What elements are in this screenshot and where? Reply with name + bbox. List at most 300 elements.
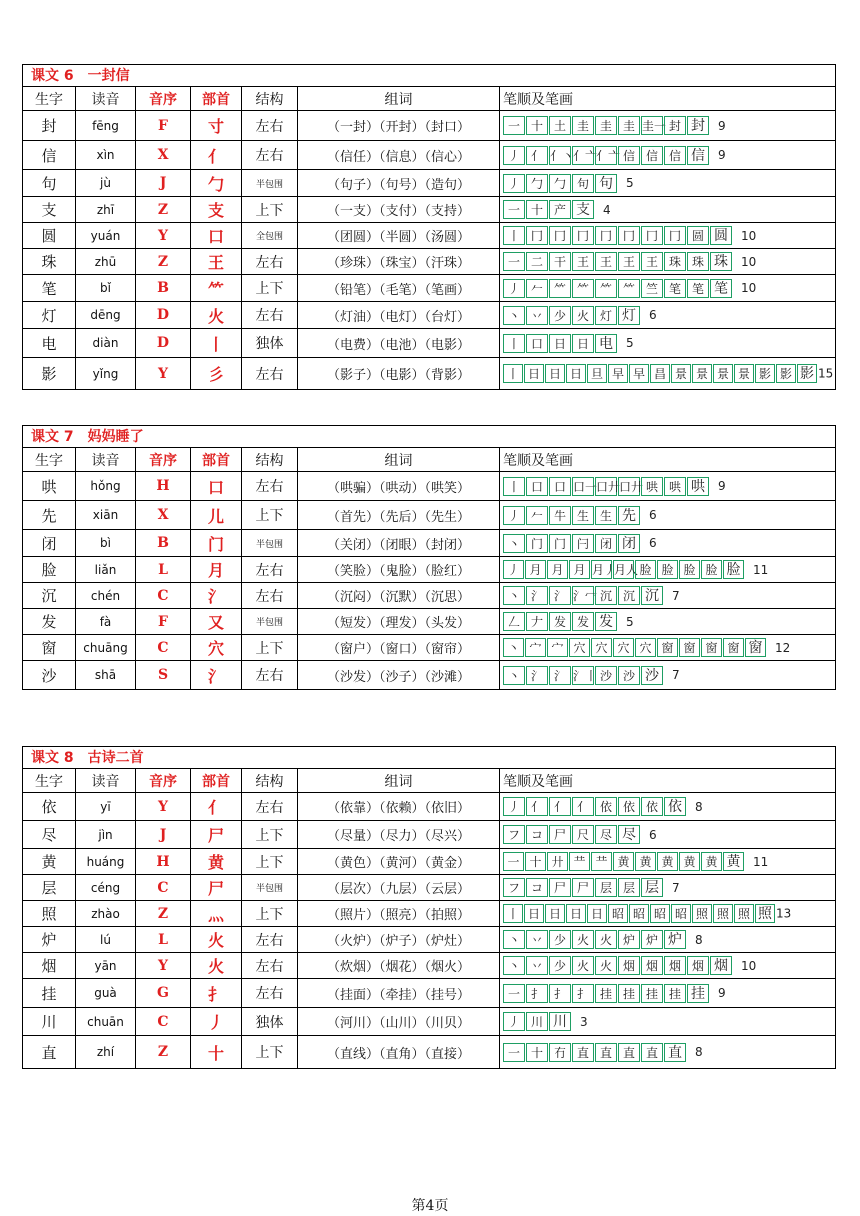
stroke-step: 哄 bbox=[641, 477, 663, 496]
order-cell: F bbox=[136, 111, 191, 141]
table-row bbox=[23, 583, 836, 609]
stroke-sequence bbox=[503, 666, 664, 685]
stroke-step: 丿 bbox=[503, 506, 525, 525]
stroke-step: 勹 bbox=[526, 174, 548, 193]
stroke-step: コ bbox=[526, 878, 548, 897]
stroke-step: 一 bbox=[503, 252, 525, 271]
stroke-count: 7 bbox=[672, 880, 680, 895]
structure-cell: 上下 bbox=[242, 197, 298, 223]
stroke-step: 十 bbox=[526, 116, 548, 135]
radical-cell: 亻 bbox=[191, 141, 242, 170]
character-table bbox=[22, 86, 836, 390]
stroke-step: 土 bbox=[549, 116, 571, 135]
stroke-step: 直 bbox=[664, 1043, 686, 1062]
order-cell: J bbox=[136, 821, 191, 849]
stroke-sequence bbox=[503, 306, 641, 325]
words-cell: （河川）（山川）（川贝） bbox=[298, 1008, 500, 1036]
stroke-sequence bbox=[503, 878, 664, 897]
stroke-count: 15 bbox=[818, 366, 834, 381]
order-cell: H bbox=[136, 849, 191, 875]
radical-cell: 口 bbox=[191, 472, 242, 501]
stroke-order-cell bbox=[500, 635, 836, 661]
stroke-step: 日 bbox=[524, 904, 544, 923]
stroke-step: 勹 bbox=[549, 174, 571, 193]
character-cell: 闭 bbox=[23, 530, 76, 557]
strokes-header: 笔顺及笔画 bbox=[500, 448, 836, 472]
stroke-step: 亻 bbox=[526, 146, 548, 165]
words-header: 组词 bbox=[298, 448, 500, 472]
stroke-step: 十 bbox=[525, 852, 546, 871]
stroke-sequence bbox=[503, 506, 641, 525]
stroke-step: 发 bbox=[595, 612, 617, 631]
table-row bbox=[23, 141, 836, 170]
stroke-order-cell bbox=[500, 141, 836, 170]
words-cell: （依靠）（依赖）（依旧） bbox=[298, 793, 500, 821]
stroke-step: 日 bbox=[545, 904, 565, 923]
stroke-step: 黄 bbox=[679, 852, 700, 871]
stroke-step: 句 bbox=[595, 174, 617, 193]
pinyin-cell: liǎn bbox=[76, 557, 136, 583]
stroke-step: 丶 bbox=[503, 586, 525, 605]
stroke-step: 电 bbox=[595, 334, 617, 353]
stroke-sequence bbox=[503, 174, 618, 193]
character-cell: 川 bbox=[23, 1008, 76, 1036]
stroke-step: 月 bbox=[525, 560, 546, 579]
stroke-step: 珠 bbox=[687, 252, 709, 271]
stroke-step: 信 bbox=[664, 146, 686, 165]
stroke-step: 冂 bbox=[549, 226, 571, 245]
stroke-count: 10 bbox=[741, 958, 757, 973]
stroke-step: 生 bbox=[572, 506, 594, 525]
stroke-step: 黄 bbox=[657, 852, 678, 871]
radical-cell: 丿 bbox=[191, 1008, 242, 1036]
stroke-step: 龷 bbox=[569, 852, 590, 871]
character-cell: 尽 bbox=[23, 821, 76, 849]
stroke-order-cell bbox=[500, 170, 836, 197]
table-row bbox=[23, 501, 836, 530]
radical-cell: 王 bbox=[191, 249, 242, 275]
stroke-step: 圭一 bbox=[641, 116, 663, 135]
stroke-count: 10 bbox=[741, 228, 757, 243]
order-cell: S bbox=[136, 661, 191, 690]
stroke-step: 穴 bbox=[591, 638, 612, 657]
stroke-step: 月 bbox=[547, 560, 568, 579]
stroke-sequence bbox=[503, 904, 776, 923]
order-cell: Y bbox=[136, 223, 191, 249]
stroke-step: 亻亠 bbox=[572, 146, 594, 165]
stroke-sequence bbox=[503, 956, 733, 975]
pinyin-cell: diàn bbox=[76, 329, 136, 358]
section-title: 课文 8 古诗二首 bbox=[22, 746, 836, 768]
stroke-step: 日 bbox=[566, 364, 586, 383]
stroke-step: 窗 bbox=[701, 638, 722, 657]
stroke-step: 丨 bbox=[503, 364, 523, 383]
radical-cell: 门 bbox=[191, 530, 242, 557]
pinyin-cell: guà bbox=[76, 979, 136, 1008]
order-cell: H bbox=[136, 472, 191, 501]
structure-cell: 左右 bbox=[242, 661, 298, 690]
words-cell: （层次）（九层）（云层） bbox=[298, 875, 500, 901]
stroke-step: 一 bbox=[503, 1043, 525, 1062]
words-cell: （窗户）（窗口）（窗帘） bbox=[298, 635, 500, 661]
table-row bbox=[23, 953, 836, 979]
stroke-order-cell bbox=[500, 197, 836, 223]
order-cell: L bbox=[136, 557, 191, 583]
stroke-step: 穴 bbox=[635, 638, 656, 657]
character-cell: 照 bbox=[23, 901, 76, 927]
stroke-step: ⺮ bbox=[618, 279, 640, 298]
stroke-step: 尺 bbox=[572, 825, 594, 844]
stroke-order-cell bbox=[500, 302, 836, 329]
stroke-step: 王 bbox=[641, 252, 663, 271]
stroke-step: 𠃋 bbox=[503, 612, 525, 631]
stroke-step: 挂 bbox=[641, 984, 663, 1003]
stroke-step: 火 bbox=[572, 306, 594, 325]
stroke-step: 冂 bbox=[572, 226, 594, 245]
character-cell: 炉 bbox=[23, 927, 76, 953]
stroke-sequence bbox=[503, 930, 687, 949]
stroke-order-cell bbox=[500, 927, 836, 953]
stroke-sequence bbox=[503, 825, 641, 844]
stroke-step: 尽 bbox=[595, 825, 617, 844]
stroke-sequence bbox=[503, 279, 733, 298]
structure-cell: 半包围 bbox=[242, 530, 298, 557]
words-cell: （首先）（先后）（先生） bbox=[298, 501, 500, 530]
pinyin-cell: hǒng bbox=[76, 472, 136, 501]
stroke-count: 3 bbox=[580, 1014, 588, 1029]
stroke-step: 信 bbox=[687, 146, 709, 165]
stroke-step: 龷 bbox=[591, 852, 612, 871]
structure-cell: 左右 bbox=[242, 249, 298, 275]
words-cell: （团圆）（半圆）（汤圆） bbox=[298, 223, 500, 249]
stroke-step: 二 bbox=[526, 252, 548, 271]
order-cell: Y bbox=[136, 358, 191, 390]
character-cell: 窗 bbox=[23, 635, 76, 661]
stroke-step: 灯 bbox=[618, 306, 640, 325]
table-row bbox=[23, 979, 836, 1008]
words-cell: （沉闷）（沉默）（沉思） bbox=[298, 583, 500, 609]
stroke-step: 亻亠 bbox=[595, 146, 617, 165]
stroke-step: 先 bbox=[618, 506, 640, 525]
words-cell: （火炉）（炉子）（炉灶） bbox=[298, 927, 500, 953]
radical-cell: 扌 bbox=[191, 979, 242, 1008]
radical-cell: 氵 bbox=[191, 583, 242, 609]
radical-cell: 儿 bbox=[191, 501, 242, 530]
stroke-step: 火 bbox=[572, 956, 594, 975]
character-cell: 直 bbox=[23, 1036, 76, 1069]
stroke-step: 丶 bbox=[503, 534, 525, 553]
table-row bbox=[23, 901, 836, 927]
stroke-order-cell bbox=[500, 530, 836, 557]
stroke-step: 王 bbox=[595, 252, 617, 271]
stroke-step: 丶 bbox=[503, 638, 524, 657]
table-row bbox=[23, 472, 836, 501]
stroke-step: 丿 bbox=[503, 279, 525, 298]
stroke-step: 丨 bbox=[503, 477, 525, 496]
stroke-step: 旦 bbox=[587, 364, 607, 383]
structure-cell: 上下 bbox=[242, 275, 298, 302]
table-row bbox=[23, 849, 836, 875]
pinyin-cell: bì bbox=[76, 530, 136, 557]
stroke-count: 8 bbox=[695, 932, 703, 947]
stroke-order-cell bbox=[500, 849, 836, 875]
stroke-sequence bbox=[503, 116, 710, 135]
stroke-sequence bbox=[503, 477, 710, 496]
stroke-step: 景 bbox=[671, 364, 691, 383]
stroke-step: 丨 bbox=[503, 226, 525, 245]
words-cell: （黄色）（黄河）（黄金） bbox=[298, 849, 500, 875]
stroke-step: 影 bbox=[776, 364, 796, 383]
stroke-count: 8 bbox=[695, 799, 703, 814]
stroke-step: 火 bbox=[595, 956, 617, 975]
stroke-count: 6 bbox=[649, 508, 657, 522]
pinyin-cell: yǐng bbox=[76, 358, 136, 390]
stroke-count: 7 bbox=[672, 668, 680, 682]
stroke-order-cell bbox=[500, 979, 836, 1008]
stroke-step: 笔 bbox=[687, 279, 709, 298]
pinyin-cell: zhí bbox=[76, 1036, 136, 1069]
stroke-step: ⺮ bbox=[595, 279, 617, 298]
order-cell: C bbox=[136, 635, 191, 661]
stroke-step: 直 bbox=[641, 1043, 663, 1062]
structure-header: 结构 bbox=[242, 87, 298, 111]
stroke-step: 句 bbox=[572, 174, 594, 193]
pinyin-cell: shā bbox=[76, 661, 136, 690]
stroke-step: 亻丶 bbox=[549, 146, 571, 165]
stroke-step: 脸 bbox=[657, 560, 678, 579]
stroke-step: 封 bbox=[687, 116, 709, 135]
stroke-step: 门 bbox=[526, 534, 548, 553]
stroke-step: 照 bbox=[713, 904, 733, 923]
stroke-step: 宀 bbox=[525, 638, 546, 657]
stroke-step: 发 bbox=[549, 612, 571, 631]
words-cell: （短发）（理发）（头发） bbox=[298, 609, 500, 635]
stroke-step: 笔 bbox=[664, 279, 686, 298]
table-row bbox=[23, 793, 836, 821]
stroke-step: 昭 bbox=[650, 904, 670, 923]
order-cell: X bbox=[136, 501, 191, 530]
order-cell: D bbox=[136, 302, 191, 329]
character-cell: 挂 bbox=[23, 979, 76, 1008]
stroke-order-cell bbox=[500, 661, 836, 690]
table-row bbox=[23, 661, 836, 690]
stroke-step: 亻 bbox=[572, 797, 594, 816]
structure-cell: 左右 bbox=[242, 472, 298, 501]
header-row bbox=[23, 448, 836, 472]
stroke-step: 宀 bbox=[547, 638, 568, 657]
stroke-sequence bbox=[503, 364, 818, 383]
stroke-step: 口 bbox=[526, 334, 548, 353]
order-header: 音序 bbox=[136, 448, 191, 472]
words-cell: （笑脸）（鬼脸）（脸红） bbox=[298, 557, 500, 583]
stroke-count: 6 bbox=[649, 536, 657, 550]
stroke-step: 圭 bbox=[618, 116, 640, 135]
order-cell: Z bbox=[136, 1036, 191, 1069]
words-cell: （句子）（句号）（造句） bbox=[298, 170, 500, 197]
radical-cell: 彡 bbox=[191, 358, 242, 390]
section-title: 课文 6 一封信 bbox=[22, 64, 836, 86]
structure-cell: 半包围 bbox=[242, 609, 298, 635]
radical-header: 部首 bbox=[191, 769, 242, 793]
stroke-sequence bbox=[503, 852, 745, 871]
radical-cell: 月 bbox=[191, 557, 242, 583]
stroke-step: 十 bbox=[526, 200, 548, 219]
table-row bbox=[23, 170, 836, 197]
stroke-count: 5 bbox=[626, 336, 634, 350]
stroke-order-cell bbox=[500, 609, 836, 635]
character-cell: 句 bbox=[23, 170, 76, 197]
words-cell: （照片）（照亮）（拍照） bbox=[298, 901, 500, 927]
character-cell: 脸 bbox=[23, 557, 76, 583]
stroke-order-cell bbox=[500, 901, 836, 927]
table-row bbox=[23, 557, 836, 583]
radical-cell: 丨 bbox=[191, 329, 242, 358]
pinyin-cell: chuāng bbox=[76, 635, 136, 661]
stroke-step: 扌 bbox=[526, 984, 548, 1003]
character-cell: 沙 bbox=[23, 661, 76, 690]
stroke-step: 照 bbox=[734, 904, 754, 923]
stroke-count: 9 bbox=[718, 148, 726, 162]
stroke-order-cell bbox=[500, 1036, 836, 1069]
stroke-step: 直 bbox=[572, 1043, 594, 1062]
stroke-step: 沉 bbox=[618, 586, 640, 605]
stroke-step: 直 bbox=[595, 1043, 617, 1062]
order-cell: X bbox=[136, 141, 191, 170]
order-cell: F bbox=[136, 609, 191, 635]
stroke-step: 口廾 bbox=[618, 477, 640, 496]
stroke-step: 脸 bbox=[635, 560, 656, 579]
table-row bbox=[23, 609, 836, 635]
stroke-step: 挂 bbox=[664, 984, 686, 1003]
stroke-order-cell bbox=[500, 501, 836, 530]
structure-header: 结构 bbox=[242, 448, 298, 472]
stroke-count: 13 bbox=[776, 906, 792, 921]
structure-cell: 左右 bbox=[242, 979, 298, 1008]
stroke-step: 烟 bbox=[710, 956, 732, 975]
stroke-step: 尸 bbox=[549, 878, 571, 897]
stroke-order-cell bbox=[500, 223, 836, 249]
order-cell: D bbox=[136, 329, 191, 358]
stroke-step: 景 bbox=[692, 364, 712, 383]
stroke-step: 丿 bbox=[503, 797, 525, 816]
stroke-step: 少 bbox=[549, 956, 571, 975]
stroke-step: 川 bbox=[549, 1012, 571, 1031]
table-row bbox=[23, 111, 836, 141]
stroke-step: 依 bbox=[595, 797, 617, 816]
table-row bbox=[23, 927, 836, 953]
character-cell: 圆 bbox=[23, 223, 76, 249]
stroke-step: 哄 bbox=[664, 477, 686, 496]
words-cell: （哄骗）（哄动）（哄笑） bbox=[298, 472, 500, 501]
stroke-step: 廾 bbox=[547, 852, 568, 871]
stroke-order-cell bbox=[500, 329, 836, 358]
pinyin-cell: céng bbox=[76, 875, 136, 901]
words-cell: （炊烟）（烟花）（烟火） bbox=[298, 953, 500, 979]
stroke-step: 亻 bbox=[549, 797, 571, 816]
stroke-step: 直 bbox=[618, 1043, 640, 1062]
stroke-step: 川 bbox=[526, 1012, 548, 1031]
stroke-step: 景 bbox=[713, 364, 733, 383]
stroke-step: 支 bbox=[572, 200, 594, 219]
stroke-step: 早 bbox=[629, 364, 649, 383]
section-title: 课文 7 妈妈睡了 bbox=[22, 425, 836, 447]
words-cell: （珍珠）（珠宝）（汗珠） bbox=[298, 249, 500, 275]
stroke-step: 发 bbox=[572, 612, 594, 631]
stroke-step: 沉 bbox=[641, 586, 663, 605]
structure-cell: 左右 bbox=[242, 111, 298, 141]
stroke-count: 4 bbox=[603, 202, 611, 217]
table-row bbox=[23, 358, 836, 390]
stroke-step: 窗 bbox=[657, 638, 678, 657]
stroke-step: 丶 bbox=[503, 930, 525, 949]
stroke-step: フ bbox=[503, 878, 525, 897]
stroke-count: 9 bbox=[718, 118, 726, 133]
stroke-step: 圭 bbox=[572, 116, 594, 135]
stroke-step: 冂 bbox=[595, 226, 617, 245]
stroke-step: 圭 bbox=[595, 116, 617, 135]
stroke-step: 黄 bbox=[613, 852, 634, 871]
words-cell: （铅笔）（毛笔）（笔画） bbox=[298, 275, 500, 302]
order-cell: C bbox=[136, 583, 191, 609]
character-cell: 哄 bbox=[23, 472, 76, 501]
pinyin-cell: lú bbox=[76, 927, 136, 953]
stroke-step: 丷 bbox=[526, 306, 548, 325]
stroke-sequence bbox=[503, 534, 641, 553]
stroke-step: 日 bbox=[524, 364, 544, 383]
order-cell: Z bbox=[136, 197, 191, 223]
pinyin-cell: xìn bbox=[76, 141, 136, 170]
stroke-step: 影 bbox=[755, 364, 775, 383]
words-header: 组词 bbox=[298, 769, 500, 793]
character-cell: 支 bbox=[23, 197, 76, 223]
radical-cell: 寸 bbox=[191, 111, 242, 141]
stroke-step: 产 bbox=[549, 200, 571, 219]
section-lesson-7 bbox=[22, 425, 836, 690]
pinyin-cell: bǐ bbox=[76, 275, 136, 302]
stroke-step: 炉 bbox=[618, 930, 640, 949]
stroke-step: 口 bbox=[549, 477, 571, 496]
stroke-step: 氵 bbox=[526, 586, 548, 605]
stroke-step: 少 bbox=[549, 306, 571, 325]
character-table bbox=[22, 768, 836, 1069]
stroke-step: 十 bbox=[526, 1043, 548, 1062]
stroke-sequence bbox=[503, 560, 745, 579]
char-header: 生字 bbox=[23, 769, 76, 793]
stroke-sequence bbox=[503, 252, 733, 271]
stroke-step: 扌 bbox=[572, 984, 594, 1003]
stroke-step: 扌 bbox=[549, 984, 571, 1003]
stroke-step: 亻 bbox=[526, 797, 548, 816]
stroke-step: 火 bbox=[595, 930, 617, 949]
stroke-step: 氵 bbox=[526, 666, 548, 685]
stroke-step: 珠 bbox=[664, 252, 686, 271]
words-cell: （影子）（电影）（背影） bbox=[298, 358, 500, 390]
stroke-count: 5 bbox=[626, 614, 634, 629]
stroke-order-cell bbox=[500, 472, 836, 501]
stroke-step: 圆 bbox=[687, 226, 709, 245]
character-cell: 笔 bbox=[23, 275, 76, 302]
stroke-step: 脸 bbox=[701, 560, 722, 579]
section-lesson-6 bbox=[22, 64, 836, 390]
stroke-step: 一 bbox=[503, 116, 525, 135]
radical-cell: 口 bbox=[191, 223, 242, 249]
stroke-count: 9 bbox=[718, 986, 726, 1000]
table-row bbox=[23, 197, 836, 223]
stroke-step: 一 bbox=[503, 852, 524, 871]
pinyin-header: 读音 bbox=[76, 448, 136, 472]
order-cell: Y bbox=[136, 793, 191, 821]
order-cell: C bbox=[136, 875, 191, 901]
